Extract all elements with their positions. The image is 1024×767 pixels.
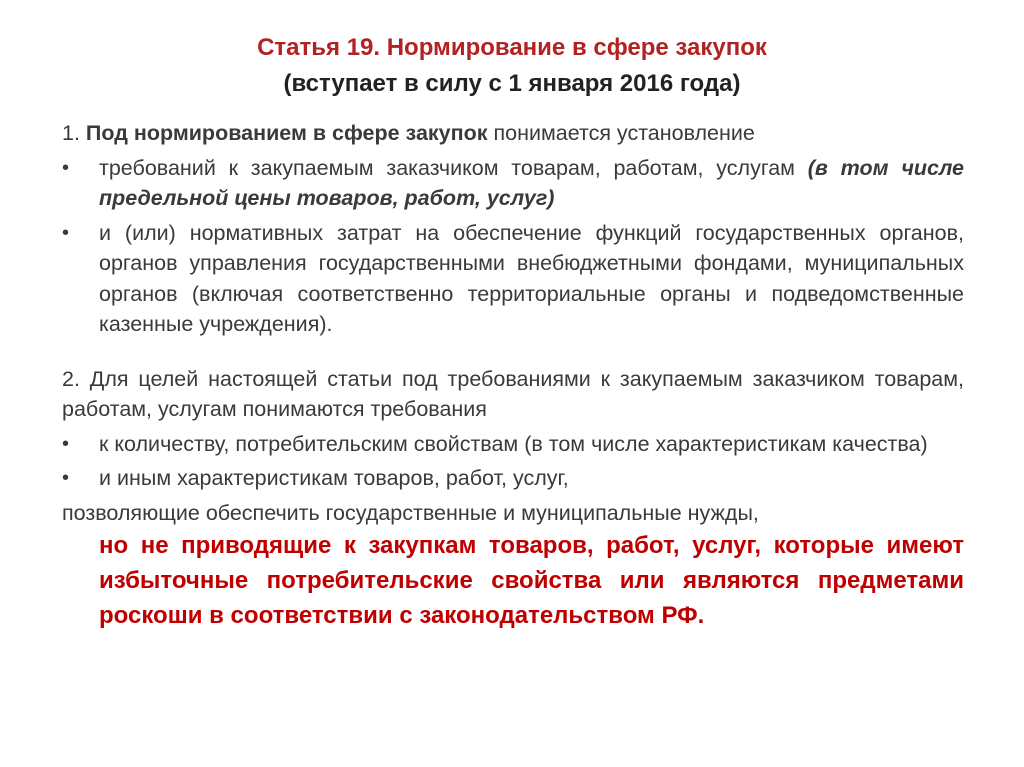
bullet-1-text: требований к закупаемым заказчиком товарам, работам, услугам xyxy=(99,155,795,180)
bullet-3-text: к количеству, потребительским свойствам (в том числе характеристикам качества) xyxy=(99,431,928,456)
section-1-number: 1. xyxy=(62,121,80,145)
section-2-closing: позволяющие обеспечить государственные и муниципальные нужды, xyxy=(62,500,759,525)
title-line-1: Статья 19. Нормирование в сфере закупок xyxy=(257,34,767,61)
section-1-bold-lead: Под нормированием в сфере закупок xyxy=(85,121,488,145)
bullet-1-emphasis: (в том числе предельной цены товаров, работ, услуг) xyxy=(99,155,964,210)
section-2-lead: 2. Для целей настоящей статьи под требованиями к закупаемым заказчиком товарам, работам, услугам понимаются требования xyxy=(62,366,964,421)
bullet-icon: • xyxy=(62,221,70,244)
bullet-text xyxy=(99,153,964,214)
section-1-lead xyxy=(62,118,964,149)
highlight-text: но не приводящие к закупкам товаров, работ, услуг, которые имеют избыточные потребительские свойства или являются предметами роскоши в соответствии с законодательством РФ. xyxy=(99,532,964,629)
list-item xyxy=(62,463,964,494)
bullet-icon: • xyxy=(62,432,70,455)
bullet-icon: • xyxy=(62,467,70,489)
list-item xyxy=(62,429,964,460)
list-item xyxy=(62,153,964,214)
slide-title xyxy=(0,30,1024,102)
bullet-4-text: и иным характеристикам товаров, работ, услуг, xyxy=(99,466,569,490)
section-1-rest: понимается установление xyxy=(493,121,755,145)
title-line-2: (вступает в силу с 1 января 2016 года) xyxy=(283,70,741,97)
slide-body xyxy=(62,118,964,633)
bullet-icon: • xyxy=(62,156,70,179)
list-item xyxy=(62,218,964,340)
bullet-2-text: и (или) нормативных затрат на обеспечение функций государственных органов, органов управления государственными внебюджетными фондами, муниципальных органов (включая соответственно территориальные органы и подведомственные казенные учреждения). xyxy=(99,220,964,336)
